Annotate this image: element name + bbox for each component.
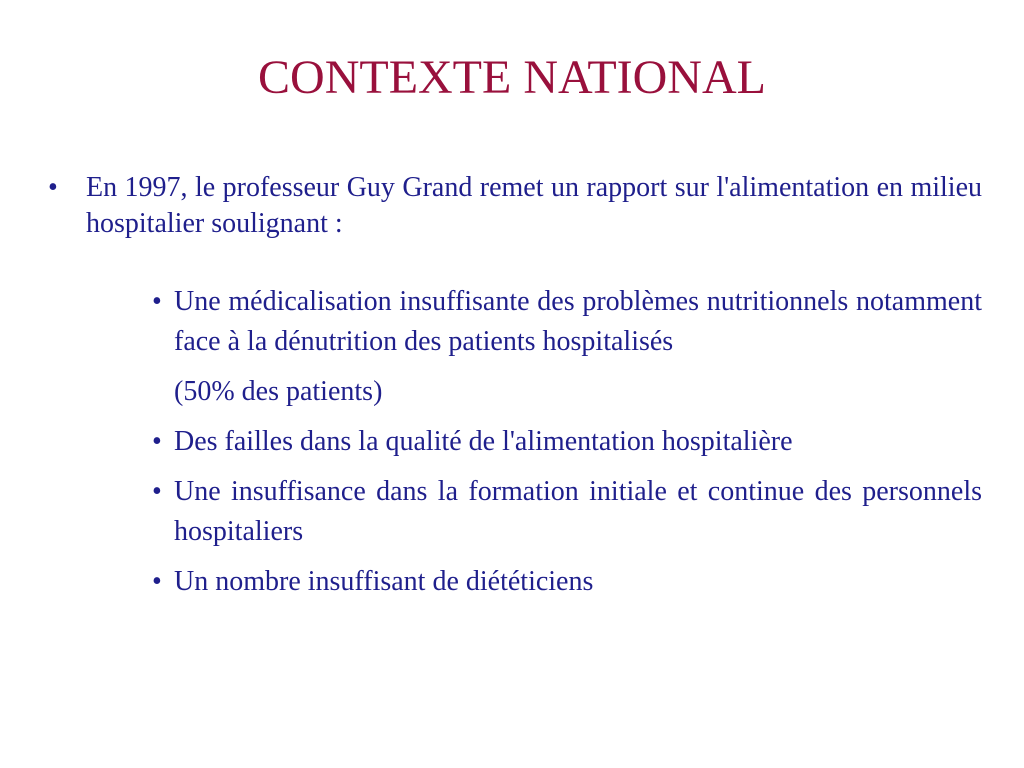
list-item xyxy=(152,562,982,602)
list-bullet: • xyxy=(152,426,162,457)
intro-bullet: • xyxy=(48,172,58,203)
list-item-text: Des failles dans la qualité de l'alimentation hospitalière xyxy=(174,426,793,457)
list-item xyxy=(152,422,982,462)
list-bullet: • xyxy=(152,286,162,317)
list-item-text: Un nombre insuffisant de diététiciens xyxy=(174,566,594,597)
list-item-main: Une médicalisation insuffisante des problèmes nutritionnels notamment face à la dénutrition des patients hospitalisés xyxy=(174,286,982,357)
slide-title: CONTEXTE NATIONAL xyxy=(258,51,766,104)
intro-paragraph xyxy=(46,170,982,242)
intro-text: En 1997, le professeur Guy Grand remet un rapport sur l'alimentation en milieu hospitalier soulignant : xyxy=(86,172,982,239)
list-item-text xyxy=(174,282,982,412)
list-item xyxy=(152,282,982,412)
list-bullet: • xyxy=(152,566,162,597)
list-item-text: Une insuffisance dans la formation initiale et continue des personnels hospitaliers xyxy=(174,476,982,547)
findings-list xyxy=(152,282,982,612)
list-item-note: (50% des patients) xyxy=(174,376,383,407)
list-bullet: • xyxy=(152,476,162,507)
list-item xyxy=(152,472,982,552)
